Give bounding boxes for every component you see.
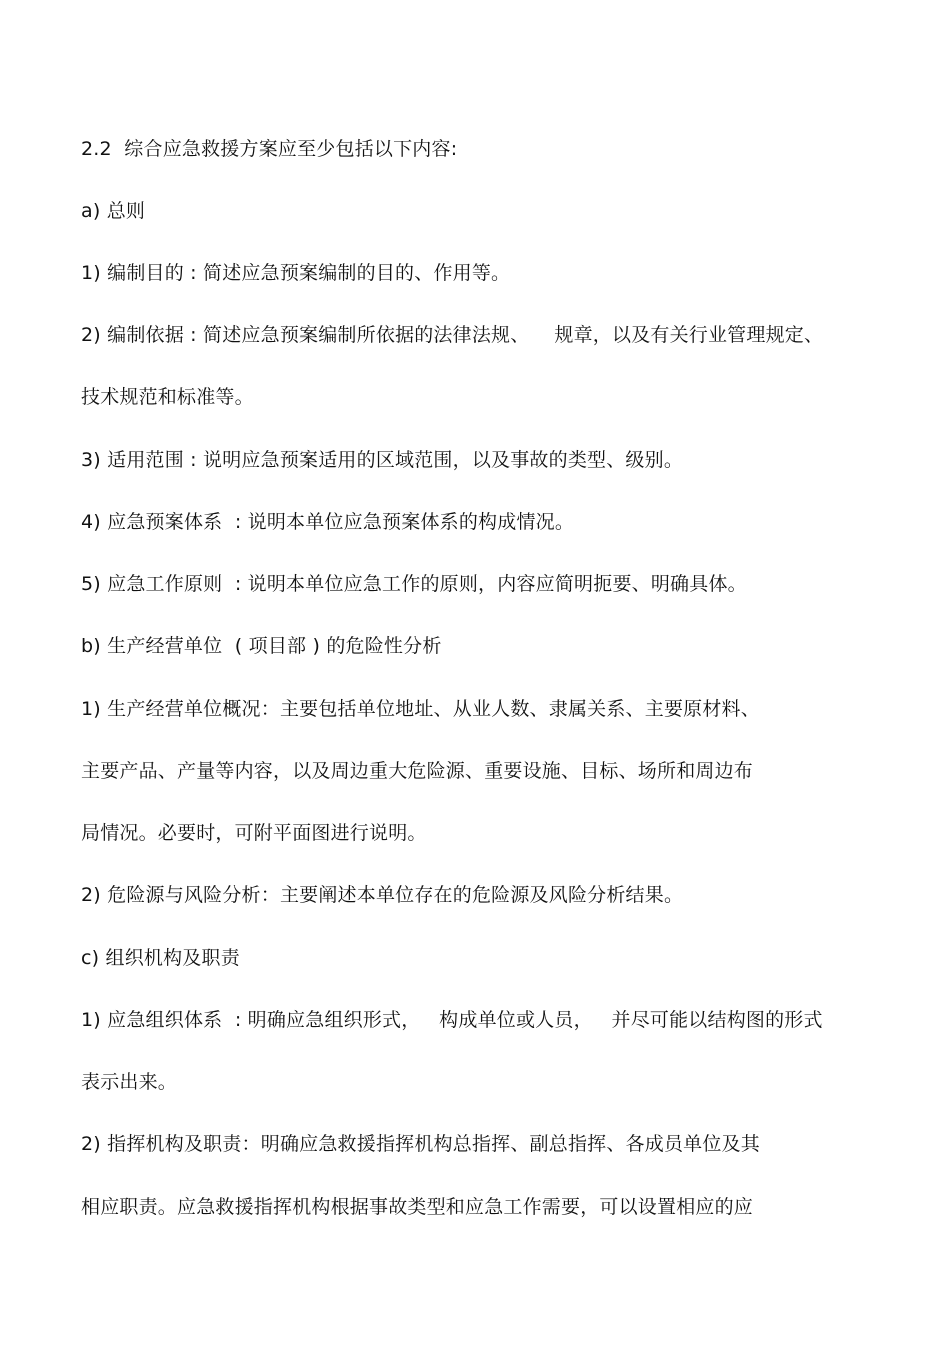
text-line: 相应职责。应急救援指挥机构根据事故类型和应急工作需要，可以设置相应的应 — [81, 1196, 754, 1218]
text-line: 表示出来。 — [81, 1071, 178, 1093]
text-line: 主要产品、产量等内容，以及周边重大危险源、重要设施、目标、场所和周边布 — [81, 760, 754, 782]
subheading-organization: c) 组织机构及职责 — [81, 947, 240, 969]
text-line: 2) 指挥机构及职责：明确应急救援指挥机构总指挥、副总指挥、各成员单位及其 — [81, 1133, 760, 1155]
text-line: 1) 应急组织体系 : 明确应急组织形式， 构成单位或人员， 并尽可能以结构图的形式 — [81, 1009, 823, 1031]
text-line: 5) 应急工作原则 : 说明本单位应急工作的原则，内容应简明扼要、明确具体。 — [81, 573, 747, 595]
text-line: 局情况。必要时，可附平面图进行说明。 — [81, 822, 427, 844]
text-line: 2) 危险源与风险分析：主要阐述本单位存在的危险源及风险分析结果。 — [81, 884, 684, 906]
text-line: 4) 应急预案体系 : 说明本单位应急预案体系的构成情况。 — [81, 511, 575, 533]
text-line: 技术规范和标准等。 — [81, 386, 254, 408]
section-heading: 2.2 综合应急救援方案应至少包括以下内容: — [81, 138, 458, 160]
subheading-hazard-analysis: b) 生产经营单位 ( 项目部 ) 的危险性分析 — [81, 635, 442, 657]
text-line: 1) 生产经营单位概况：主要包括单位地址、从业人数、隶属关系、主要原材料、 — [81, 698, 760, 720]
subheading-general: a) 总则 — [81, 200, 146, 222]
text-line: 3) 适用范围 : 说明应急预案适用的区域范围，以及事故的类型、级别。 — [81, 449, 684, 471]
text-line: 2) 编制依据 : 简述应急预案编制所依据的法律法规、 规章，以及有关行业管理规定、 — [81, 324, 824, 346]
text-line: 1) 编制目的 : 简述应急预案编制的目的、作用等。 — [81, 262, 511, 284]
